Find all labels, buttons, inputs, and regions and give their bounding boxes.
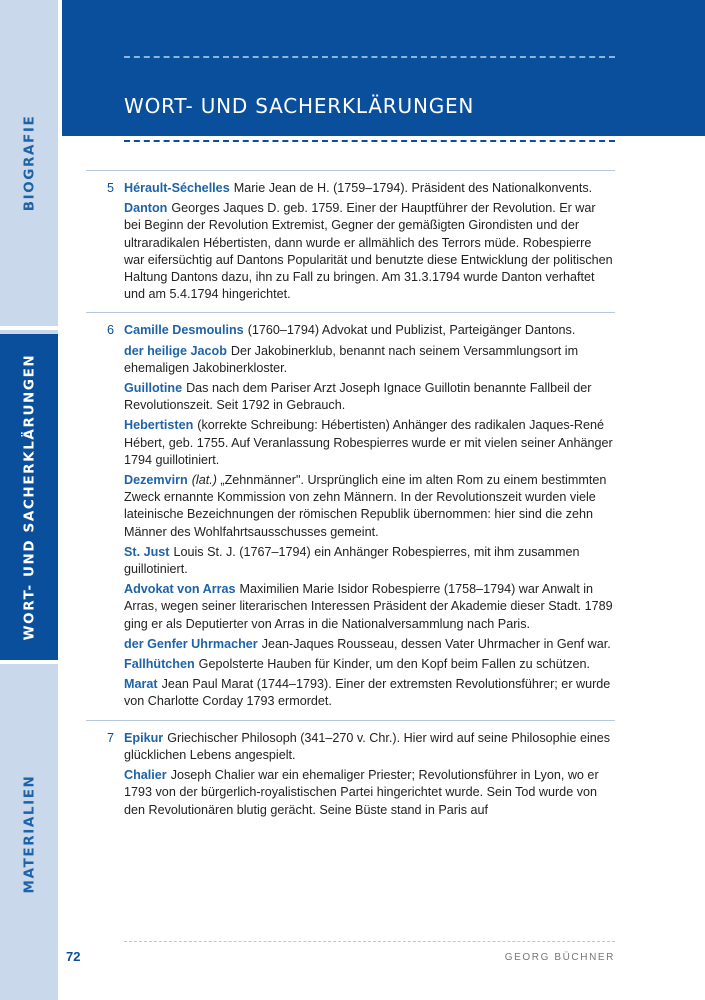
chapter-header: [62, 0, 705, 136]
glossary-term: Camille Desmoulins: [124, 323, 244, 338]
glossary-term: Hérault-Séchelles: [124, 181, 230, 195]
glossary-section: [86, 312, 615, 719]
glossary-term: Advokat von Arras: [124, 582, 236, 597]
glossary-definition: Marie Jean de H. (1759–1794). Präsident des Nationalkonvents.: [233, 181, 593, 195]
glossary-entry: [86, 636, 615, 653]
language-note: (lat.): [191, 473, 217, 488]
glossary-entry: [86, 472, 615, 541]
glossary-section: [86, 720, 615, 828]
header-dashed-rule: [124, 56, 615, 58]
glossary-entry: [86, 322, 615, 339]
sidebar-tab-label: MATERIALIEN: [21, 774, 38, 894]
glossary-entry: [86, 656, 615, 673]
footer-dashed-rule: [124, 941, 615, 942]
glossary-definition: Louis St. J. (1767–1794) ein Anhänger Robespierres, mit ihm zusammen guillotiniert.: [124, 544, 580, 577]
sidebar-tab-label: BIOGRAFIE: [21, 114, 37, 212]
glossary-term: der heilige Jacob: [124, 343, 227, 358]
glossary-entry: [86, 343, 615, 377]
glossary-term: Marat: [124, 677, 158, 692]
glossary-term: der Genfer Uhrmacher: [124, 636, 258, 651]
glossary-entry: [86, 676, 615, 710]
line-number: 7: [107, 730, 115, 745]
glossary-definition: Jean-Jaques Rousseau, dessen Vater Uhrmacher in Genf war.: [261, 636, 611, 651]
glossary-definition: „Zehnmänner". Ursprünglich eine im alten Rom zu einem bestimmten Zweck ernannte Kommission von zehn Männern. In der Revolutionszeit wurden viele lateinische Bezeichnungen der römischen Republik übernommen: hier sind die zehn Männer des Wohlfahrtsausschusses gemeint.: [124, 473, 607, 539]
glossary-section: [86, 170, 615, 312]
glossary-entry: [86, 417, 615, 469]
glossary-definition: (korrekte Schreibung: Hébertisten) Anhänger des radikalen Jaques-René Hébert, geb. 1755. Auf Veranlassung Robespierres wurde er mit vielen seiner Anhänger 1794 guillotiniert.: [124, 418, 613, 467]
sidebar-tab-materialien[interactable]: [0, 668, 58, 1000]
glossary-entry: [86, 180, 615, 197]
page-number: 72: [66, 949, 81, 964]
sidebar-tab-label: WORT- UND SACHERKLÄRUNGEN: [21, 353, 37, 641]
glossary-entry: [86, 200, 615, 303]
glossary-definition: Das nach dem Pariser Arzt Joseph Ignace Guillotin benannte Fallbeil der Revolutionszeit. Seit 1792 in Gebrauch.: [124, 381, 592, 413]
title-dashed-rule: [124, 140, 615, 142]
running-footer-author: GEORG BÜCHNER: [504, 952, 615, 963]
glossary-term: Guillotine: [124, 381, 183, 396]
sidebar-tab-biografie[interactable]: [0, 0, 58, 330]
glossary-entry: [86, 767, 615, 819]
glossary-term: Fallhütchen: [124, 657, 195, 672]
sidebar-tab-wort-und-sacherklaerungen[interactable]: [0, 334, 58, 664]
glossary-term: Hebertisten: [124, 418, 194, 433]
sidebar: [0, 0, 58, 1000]
glossary-entry: [86, 544, 615, 578]
chapter-title: WORT- UND SACHERKLÄRUNGEN: [124, 94, 475, 118]
glossary-term: Danton: [124, 201, 168, 216]
glossary-definition: Jean Paul Marat (1744–1793). Einer der extremsten Revolutionsführer; er wurde von Charlotte Corday 1793 ermordet.: [124, 677, 611, 709]
glossary-entry: [86, 380, 615, 414]
line-number: 6: [107, 323, 115, 338]
glossary-definition: Georges Jaques D. geb. 1759. Einer der Hauptführer der Revolution. Er war bei Beginn der Revolution Extremist, Gegner der gemäßigten Girondisten und der ultraradikalen Hébertisten, dann wurde er allmählich des Terrors müde. Robespierre war eifersüchtig auf Dantons Popularität und benutzte diese Entwicklung der politischen Haltung Dantons dazu, ihn zu Fall zu bringen. Am 31.3.1794 wurde Danton verhaftet und am 5.4.1794 hingerichtet.: [124, 201, 613, 302]
glossary-definition: Maximilien Marie Isidor Robespierre (1758–1794) war Anwalt in Arras, wegen seiner literarischen Interessen Präsident der Akademie dieser Stadt. 1789 ging er als Deputierter von Arras in die Nationalversammlung nach Paris.: [124, 582, 613, 631]
glossary-definition: Der Jakobinerklub, benannt nach seinem Versammlungsort im ehemaligen Jakobinerkloster.: [124, 343, 579, 375]
line-number: 5: [107, 181, 115, 195]
glossary-definition: (1760–1794) Advokat und Publizist, Parteigänger Dantons.: [247, 323, 576, 338]
glossary-content: [86, 170, 615, 828]
glossary-entry: [86, 730, 615, 764]
glossary-term: Dezemvirn: [124, 473, 188, 488]
glossary-term: Chalier: [124, 768, 167, 783]
glossary-definition: Gepolsterte Hauben für Kinder, um den Kopf beim Fallen zu schützen.: [198, 657, 591, 672]
glossary-definition: Joseph Chalier war ein ehemaliger Priester; Revolutionsführer in Lyon, wo er 1793 von der bürgerlich-royalistischen Partei hingerichtet wurde. Sein Tod wurde von den Revolutionären blutig gerächt. Seine Büste stand in Paris auf: [124, 768, 599, 817]
glossary-definition: Griechischer Philosoph (341–270 v. Chr.). Hier wird auf seine Philosophie eines glücklichen Lebens angespielt.: [124, 730, 611, 762]
glossary-term: Epikur: [124, 730, 164, 745]
glossary-term: St. Just: [124, 544, 170, 559]
glossary-entry: [86, 581, 615, 633]
